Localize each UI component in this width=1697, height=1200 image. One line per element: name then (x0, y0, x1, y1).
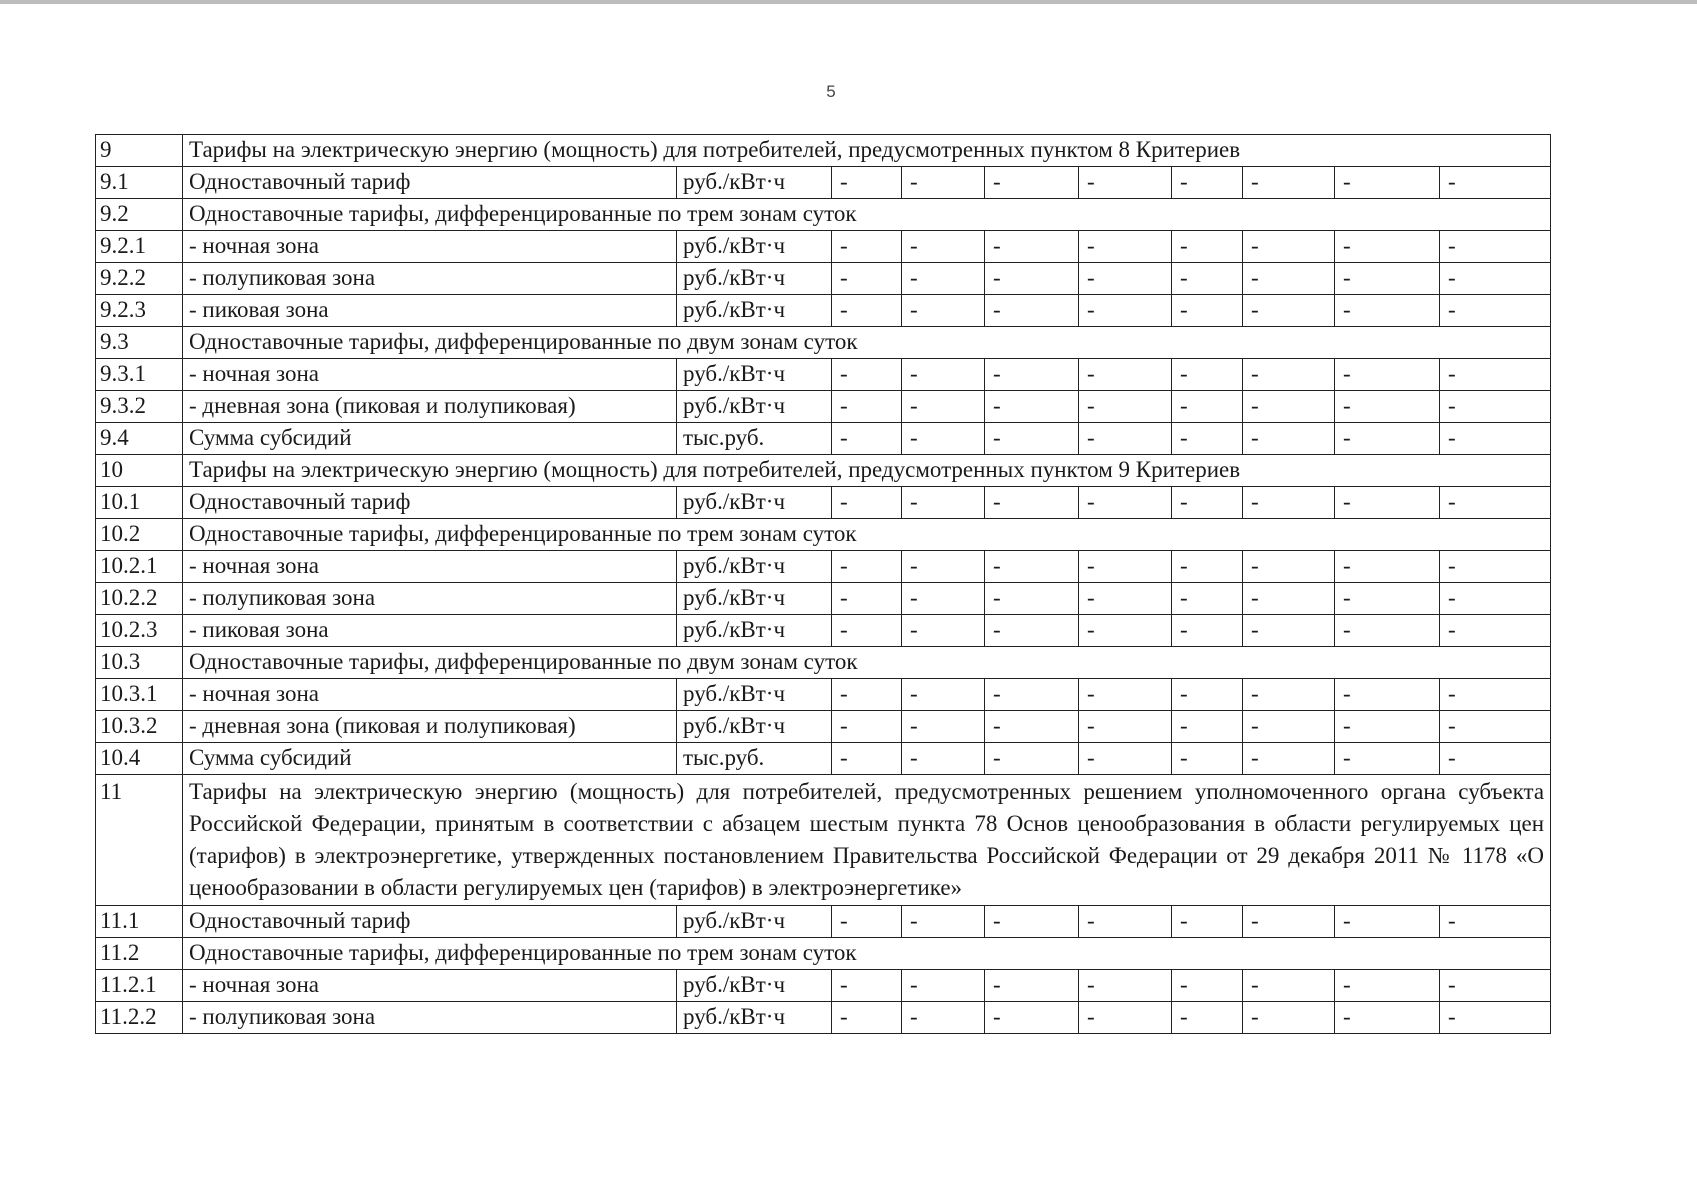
value-cell: - (985, 970, 1079, 1002)
indicator-name: - полупиковая зона (183, 1002, 677, 1034)
value-cell: - (1440, 487, 1551, 519)
section-title: Одноставочные тарифы, дифференцированные по трем зонам суток (183, 199, 1551, 231)
indicator-name: - ночная зона (183, 970, 677, 1002)
value-cell: - (1335, 615, 1440, 647)
value-cell: - (832, 167, 902, 199)
value-cell: - (1335, 711, 1440, 743)
row-number: 10.3.2 (96, 711, 183, 743)
value-cell: - (985, 167, 1079, 199)
row-number: 9.1 (96, 167, 183, 199)
value-cell: - (1079, 359, 1172, 391)
value-cell: - (902, 970, 985, 1002)
value-cell: - (1440, 167, 1551, 199)
row-number: 10.2.1 (96, 551, 183, 583)
table-row (96, 263, 1551, 295)
value-cell: - (1079, 1002, 1172, 1034)
table-row (96, 583, 1551, 615)
section-title: Тарифы на электрическую энергию (мощность) для потребителей, предусмотренных пунктом 8 Критериев (183, 135, 1551, 167)
table-row (96, 135, 1551, 167)
value-cell: - (902, 231, 985, 263)
unit-cell: руб./кВт·ч (677, 615, 832, 647)
unit-cell: тыс.руб. (677, 743, 832, 775)
indicator-name: Одноставочный тариф (183, 487, 677, 519)
value-cell: - (1243, 583, 1335, 615)
value-cell: - (832, 391, 902, 423)
indicator-name: - полупиковая зона (183, 263, 677, 295)
value-cell: - (1335, 487, 1440, 519)
value-cell: - (1243, 231, 1335, 263)
value-cell: - (1243, 295, 1335, 327)
value-cell: - (1335, 906, 1440, 938)
value-cell: - (1079, 391, 1172, 423)
value-cell: - (832, 551, 902, 583)
unit-cell: тыс.руб. (677, 423, 832, 455)
value-cell: - (832, 423, 902, 455)
row-number: 10.4 (96, 743, 183, 775)
indicator-name: - полупиковая зона (183, 583, 677, 615)
unit-cell: руб./кВт·ч (677, 551, 832, 583)
value-cell: - (1243, 423, 1335, 455)
value-cell: - (902, 167, 985, 199)
row-number: 9.2.1 (96, 231, 183, 263)
value-cell: - (1172, 295, 1243, 327)
value-cell: - (1172, 359, 1243, 391)
value-cell: - (1243, 1002, 1335, 1034)
table-row (96, 615, 1551, 647)
value-cell: - (1243, 391, 1335, 423)
row-number: 11.2 (96, 938, 183, 970)
value-cell: - (1440, 391, 1551, 423)
value-cell: - (1243, 487, 1335, 519)
value-cell: - (985, 615, 1079, 647)
indicator-name: Сумма субсидий (183, 743, 677, 775)
value-cell: - (1335, 970, 1440, 1002)
value-cell: - (1079, 906, 1172, 938)
value-cell: - (1335, 743, 1440, 775)
value-cell: - (902, 391, 985, 423)
unit-cell: руб./кВт·ч (677, 359, 832, 391)
value-cell: - (902, 359, 985, 391)
row-number: 11.2.1 (96, 970, 183, 1002)
table-row (96, 455, 1551, 487)
row-number: 10.3.1 (96, 679, 183, 711)
value-cell: - (1243, 263, 1335, 295)
row-number: 9.3.1 (96, 359, 183, 391)
value-cell: - (832, 583, 902, 615)
value-cell: - (832, 906, 902, 938)
row-number: 9.2 (96, 199, 183, 231)
value-cell: - (985, 487, 1079, 519)
value-cell: - (902, 295, 985, 327)
value-cell: - (1440, 970, 1551, 1002)
value-cell: - (1243, 711, 1335, 743)
value-cell: - (985, 679, 1079, 711)
table-row (96, 551, 1551, 583)
unit-cell: руб./кВт·ч (677, 679, 832, 711)
table-row (96, 938, 1551, 970)
row-number: 9.4 (96, 423, 183, 455)
table-row (96, 647, 1551, 679)
row-number: 10.3 (96, 647, 183, 679)
value-cell: - (1335, 583, 1440, 615)
table-row (96, 1002, 1551, 1034)
table-row (96, 295, 1551, 327)
value-cell: - (1172, 263, 1243, 295)
table-row (96, 231, 1551, 263)
value-cell: - (832, 359, 902, 391)
value-cell: - (1243, 970, 1335, 1002)
value-cell: - (985, 551, 1079, 583)
value-cell: - (985, 711, 1079, 743)
value-cell: - (902, 551, 985, 583)
page-number: 5 (826, 82, 836, 101)
value-cell: - (985, 906, 1079, 938)
table-row (96, 970, 1551, 1002)
value-cell: - (985, 295, 1079, 327)
table-row (96, 711, 1551, 743)
indicator-name: - пиковая зона (183, 615, 677, 647)
table-row (96, 679, 1551, 711)
value-cell: - (985, 1002, 1079, 1034)
value-cell: - (832, 487, 902, 519)
value-cell: - (832, 970, 902, 1002)
value-cell: - (1440, 263, 1551, 295)
value-cell: - (1172, 1002, 1243, 1034)
section-description: Тарифы на электрическую энергию (мощность) для потребителей, предусмотренных решением уполномоченного органа субъекта Российской Федерации, принятым в соответствии с абзацем шестым пункта 78 Основ ценообразования в области регулируемых цен (тарифов) в электроэнергетике, утвержденных постановлением Правительства Российской Федерации от 29 декабря 2011 № 1178 «О ценообразовании в области регулируемых цен (тарифов) в электроэнергетике» (183, 775, 1551, 906)
value-cell: - (1079, 743, 1172, 775)
indicator-name: - ночная зона (183, 231, 677, 263)
row-number: 9.2.2 (96, 263, 183, 295)
value-cell: - (1440, 583, 1551, 615)
row-number: 10.2 (96, 519, 183, 551)
value-cell: - (1172, 583, 1243, 615)
value-cell: - (1335, 423, 1440, 455)
value-cell: - (1079, 231, 1172, 263)
row-number: 9.3.2 (96, 391, 183, 423)
value-cell: - (1079, 263, 1172, 295)
table-row (96, 519, 1551, 551)
indicator-name: - ночная зона (183, 359, 677, 391)
value-cell: - (1243, 167, 1335, 199)
indicator-name: - ночная зона (183, 551, 677, 583)
value-cell: - (985, 583, 1079, 615)
row-number: 10.2.2 (96, 583, 183, 615)
value-cell: - (1335, 679, 1440, 711)
value-cell: - (1243, 359, 1335, 391)
tariff-table-body (96, 135, 1551, 1034)
table-row (96, 359, 1551, 391)
unit-cell: руб./кВт·ч (677, 167, 832, 199)
table-row (96, 327, 1551, 359)
value-cell: - (1243, 679, 1335, 711)
value-cell: - (902, 906, 985, 938)
table-row (96, 775, 1551, 906)
indicator-name: - пиковая зона (183, 295, 677, 327)
value-cell: - (1172, 906, 1243, 938)
indicator-name: - дневная зона (пиковая и полупиковая) (183, 711, 677, 743)
value-cell: - (902, 423, 985, 455)
value-cell: - (902, 615, 985, 647)
value-cell: - (1440, 679, 1551, 711)
value-cell: - (1079, 711, 1172, 743)
value-cell: - (985, 391, 1079, 423)
value-cell: - (902, 487, 985, 519)
value-cell: - (1335, 231, 1440, 263)
scan-top-edge (0, 0, 1697, 4)
value-cell: - (832, 263, 902, 295)
value-cell: - (1440, 423, 1551, 455)
value-cell: - (985, 423, 1079, 455)
section-title: Одноставочные тарифы, дифференцированные по трем зонам суток (183, 519, 1551, 551)
value-cell: - (832, 743, 902, 775)
table-row (96, 391, 1551, 423)
value-cell: - (1243, 906, 1335, 938)
value-cell: - (832, 231, 902, 263)
value-cell: - (1335, 551, 1440, 583)
table-row (96, 199, 1551, 231)
row-number: 11.2.2 (96, 1002, 183, 1034)
unit-cell: руб./кВт·ч (677, 487, 832, 519)
value-cell: - (902, 583, 985, 615)
value-cell: - (1079, 583, 1172, 615)
value-cell: - (1440, 551, 1551, 583)
row-number: 10 (96, 455, 183, 487)
section-title: Одноставочные тарифы, дифференцированные по трем зонам суток (183, 938, 1551, 970)
value-cell: - (902, 1002, 985, 1034)
value-cell: - (1335, 263, 1440, 295)
value-cell: - (902, 263, 985, 295)
value-cell: - (1172, 391, 1243, 423)
unit-cell: руб./кВт·ч (677, 1002, 832, 1034)
value-cell: - (902, 743, 985, 775)
value-cell: - (832, 295, 902, 327)
value-cell: - (902, 679, 985, 711)
value-cell: - (985, 743, 1079, 775)
value-cell: - (1172, 679, 1243, 711)
tariff-table (95, 134, 1551, 1034)
section-title: Одноставочные тарифы, дифференцированные по двум зонам суток (183, 327, 1551, 359)
value-cell: - (1172, 231, 1243, 263)
unit-cell: руб./кВт·ч (677, 970, 832, 1002)
unit-cell: руб./кВт·ч (677, 391, 832, 423)
row-number: 11 (96, 775, 183, 906)
value-cell: - (1243, 615, 1335, 647)
value-cell: - (1079, 423, 1172, 455)
value-cell: - (1440, 615, 1551, 647)
value-cell: - (1440, 231, 1551, 263)
value-cell: - (1335, 167, 1440, 199)
value-cell: - (1172, 487, 1243, 519)
table-row (96, 423, 1551, 455)
table-row (96, 743, 1551, 775)
section-title: Одноставочные тарифы, дифференцированные по двум зонам суток (183, 647, 1551, 679)
indicator-name: - ночная зона (183, 679, 677, 711)
unit-cell: руб./кВт·ч (677, 711, 832, 743)
value-cell: - (1243, 551, 1335, 583)
value-cell: - (985, 359, 1079, 391)
value-cell: - (832, 1002, 902, 1034)
value-cell: - (1172, 615, 1243, 647)
value-cell: - (1172, 551, 1243, 583)
value-cell: - (1440, 359, 1551, 391)
value-cell: - (1243, 743, 1335, 775)
indicator-name: Сумма субсидий (183, 423, 677, 455)
section-title: Тарифы на электрическую энергию (мощность) для потребителей, предусмотренных пунктом 9 Критериев (183, 455, 1551, 487)
value-cell: - (1440, 1002, 1551, 1034)
value-cell: - (1335, 359, 1440, 391)
table-row (96, 906, 1551, 938)
value-cell: - (1172, 743, 1243, 775)
value-cell: - (1172, 423, 1243, 455)
unit-cell: руб./кВт·ч (677, 231, 832, 263)
row-number: 9.3 (96, 327, 183, 359)
row-number: 9 (96, 135, 183, 167)
value-cell: - (902, 711, 985, 743)
value-cell: - (1079, 615, 1172, 647)
value-cell: - (1335, 295, 1440, 327)
value-cell: - (1440, 743, 1551, 775)
value-cell: - (1079, 551, 1172, 583)
value-cell: - (1079, 679, 1172, 711)
value-cell: - (1079, 295, 1172, 327)
indicator-name: Одноставочный тариф (183, 906, 677, 938)
value-cell: - (1079, 970, 1172, 1002)
row-number: 11.1 (96, 906, 183, 938)
unit-cell: руб./кВт·ч (677, 263, 832, 295)
value-cell: - (832, 615, 902, 647)
value-cell: - (985, 231, 1079, 263)
row-number: 10.1 (96, 487, 183, 519)
unit-cell: руб./кВт·ч (677, 295, 832, 327)
value-cell: - (1172, 167, 1243, 199)
value-cell: - (1172, 970, 1243, 1002)
value-cell: - (1440, 711, 1551, 743)
indicator-name: Одноставочный тариф (183, 167, 677, 199)
value-cell: - (1335, 1002, 1440, 1034)
unit-cell: руб./кВт·ч (677, 906, 832, 938)
indicator-name: - дневная зона (пиковая и полупиковая) (183, 391, 677, 423)
value-cell: - (1335, 391, 1440, 423)
value-cell: - (985, 263, 1079, 295)
unit-cell: руб./кВт·ч (677, 583, 832, 615)
table-row (96, 167, 1551, 199)
row-number: 9.2.3 (96, 295, 183, 327)
value-cell: - (1440, 295, 1551, 327)
value-cell: - (832, 679, 902, 711)
value-cell: - (832, 711, 902, 743)
table-row (96, 487, 1551, 519)
row-number: 10.2.3 (96, 615, 183, 647)
value-cell: - (1172, 711, 1243, 743)
value-cell: - (1079, 487, 1172, 519)
value-cell: - (1079, 167, 1172, 199)
value-cell: - (1440, 906, 1551, 938)
